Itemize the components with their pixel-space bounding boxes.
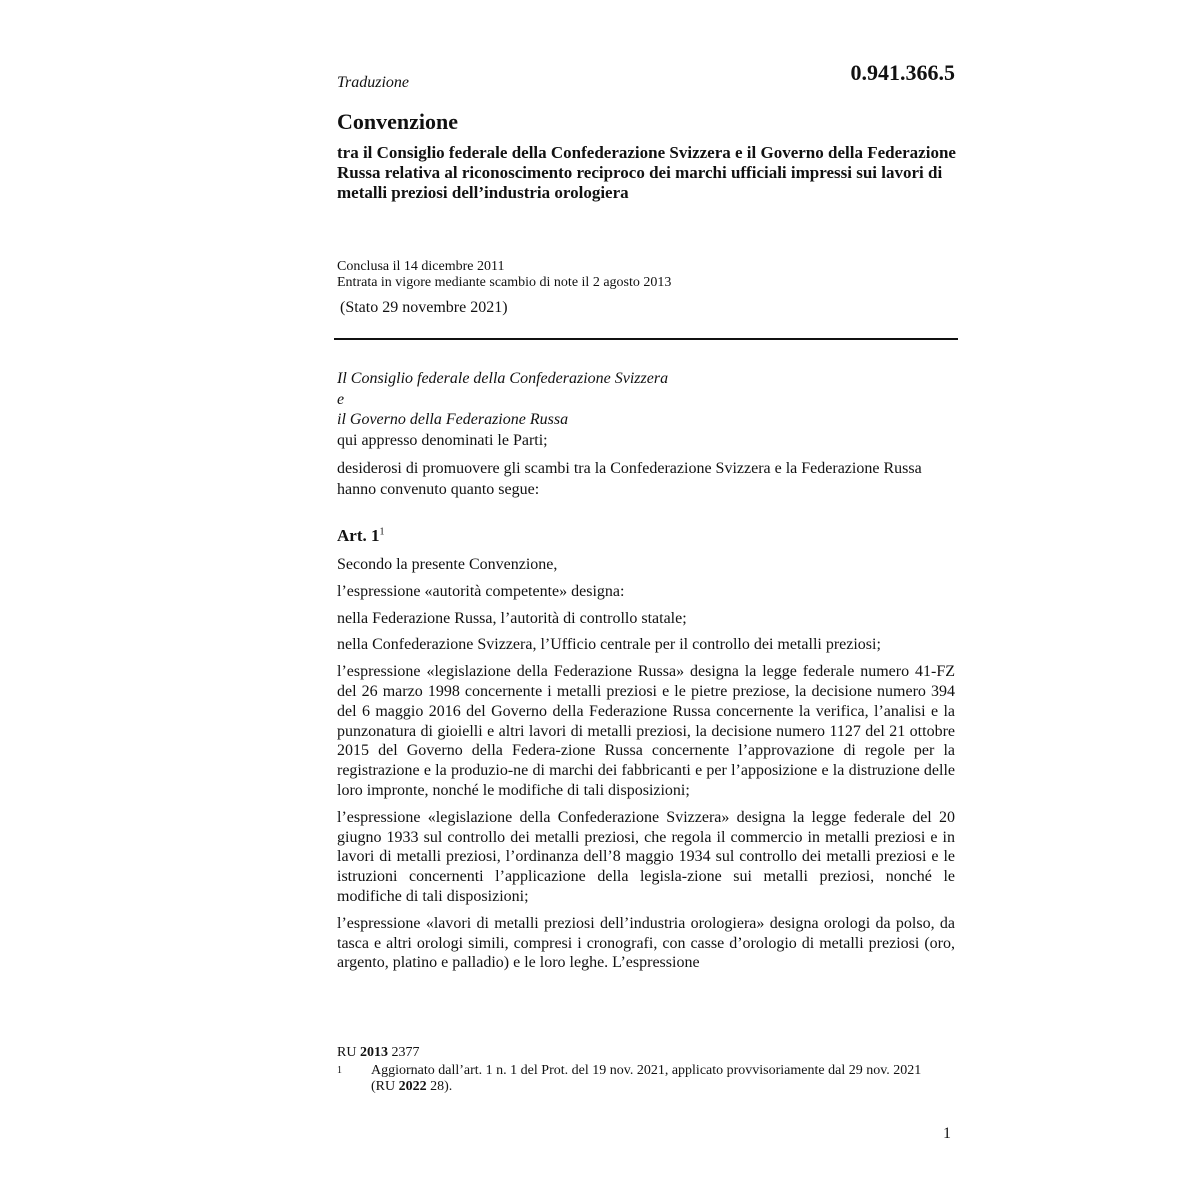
- article-paragraph: l’espressione «legislazione della Confederazione Svizzera» designa la legge federale del 20 giugno 1933 sul controllo dei metalli preziosi, che regola il commercio in metalli preziosi e in lavori di metalli preziosi, l’ordinanza dell’8 maggio 1934 sul controllo dei metalli preziosi e le istruzioni concernenti l’applicazione della legisla-zione sui metalli preziosi, nonché le modifiche di tali disposizioni;: [337, 808, 955, 905]
- article-paragraph: l’espressione «autorità competente» designa:: [337, 582, 625, 600]
- translation-label: Traduzione: [337, 74, 410, 91]
- document-dates: [337, 259, 671, 291]
- article-paragraph: Secondo la presente Convenzione,: [337, 556, 558, 573]
- footnote-text-after: 28).: [430, 1079, 453, 1094]
- party-switzerland: Il Consiglio federale della Confederazione Svizzera: [337, 370, 669, 387]
- article-1-body: [337, 555, 955, 980]
- document-subtitle: tra il Consiglio federale della Confederazione Svizzera e il Governo della Federazione Russa relativa al riconoscimento reciproco dei marchi ufficiali impressi sui lavori di metalli preziosi dell’industria orologiera: [337, 143, 956, 202]
- header-divider: [334, 338, 958, 340]
- article-paragraph: nella Federazione Russa, l’autorità di controllo statale;: [337, 609, 687, 627]
- entry-into-force: Entrata in vigore mediante scambio di note il 2 agosto 2013: [337, 275, 672, 290]
- concluded-date: Conclusa il 14 dicembre 2011: [337, 259, 505, 274]
- document-title: Convenzione: [337, 109, 458, 134]
- footnote-number: 1: [337, 1065, 342, 1076]
- page-number: 1: [943, 1125, 951, 1142]
- parties-note: qui appresso denominati le Parti;: [337, 431, 548, 449]
- source-page: 2377: [391, 1045, 420, 1060]
- footnote-reference: 1: [379, 526, 385, 538]
- status-date: (Stato 29 novembre 2021): [340, 299, 508, 316]
- article-paragraph: nella Confederazione Svizzera, l’Ufficio centrale per il controllo dei metalli preziosi;: [337, 636, 881, 654]
- article-paragraph: l’espressione «lavori di metalli preziosi dell’industria orologiera» designa orologi da polso, da tasca e altri orologi simili, compresi i cronografi, con casse d’orologio di metalli preziosi (oro, argento, platino e palladio) e le loro leghe. L’espressione: [337, 914, 955, 972]
- article-1-heading: [337, 526, 384, 546]
- source-prefix: RU: [337, 1045, 357, 1060]
- source-year: 2013: [359, 1045, 388, 1060]
- party-russia: il Governo della Federazione Russa: [337, 411, 569, 428]
- footnote: [337, 1063, 937, 1095]
- preamble: [337, 369, 957, 500]
- document-number: 0.941.366.5: [850, 60, 955, 85]
- conjunction: e: [337, 390, 345, 408]
- footnote-text-before: Aggiornato dall’art. 1 n. 1 del Prot. del 19 nov. 2021, applicato provvisoriamente dal 29 nov. 2021 (RU: [371, 1063, 922, 1094]
- footnote-text: [371, 1063, 937, 1095]
- article-paragraph: l’espressione «legislazione della Federazione Russa» designa la legge federale numero 41-FZ del 26 marzo 1998 concernente i metalli preziosi e le pietre preziose, la decisione numero 394 del 6 maggio 2016 del Governo della Federazione Russa concernente la verifica, l’analisi e la punzonatura di gioielli e altri lavori di metalli preziosi, la decisione numero 1127 del 21 ottobre 2015 del Governo della Federa-zione Russa concernente l’approvazione di regole per la registrazione e la produzio-ne di marchi dei fabbricanti e per l’apposizione e la distruzione delle loro impronte, nonché le modifiche di tali disposizioni;: [337, 663, 955, 799]
- preamble-intent: desiderosi di promuovere gli scambi tra la Confederazione Svizzera e la Federazione Russa hanno convenuto quanto segue:: [337, 460, 922, 498]
- footnote-year: 2022: [398, 1079, 427, 1094]
- article-1-title: Art. 1: [337, 526, 380, 545]
- official-source: [337, 1045, 419, 1061]
